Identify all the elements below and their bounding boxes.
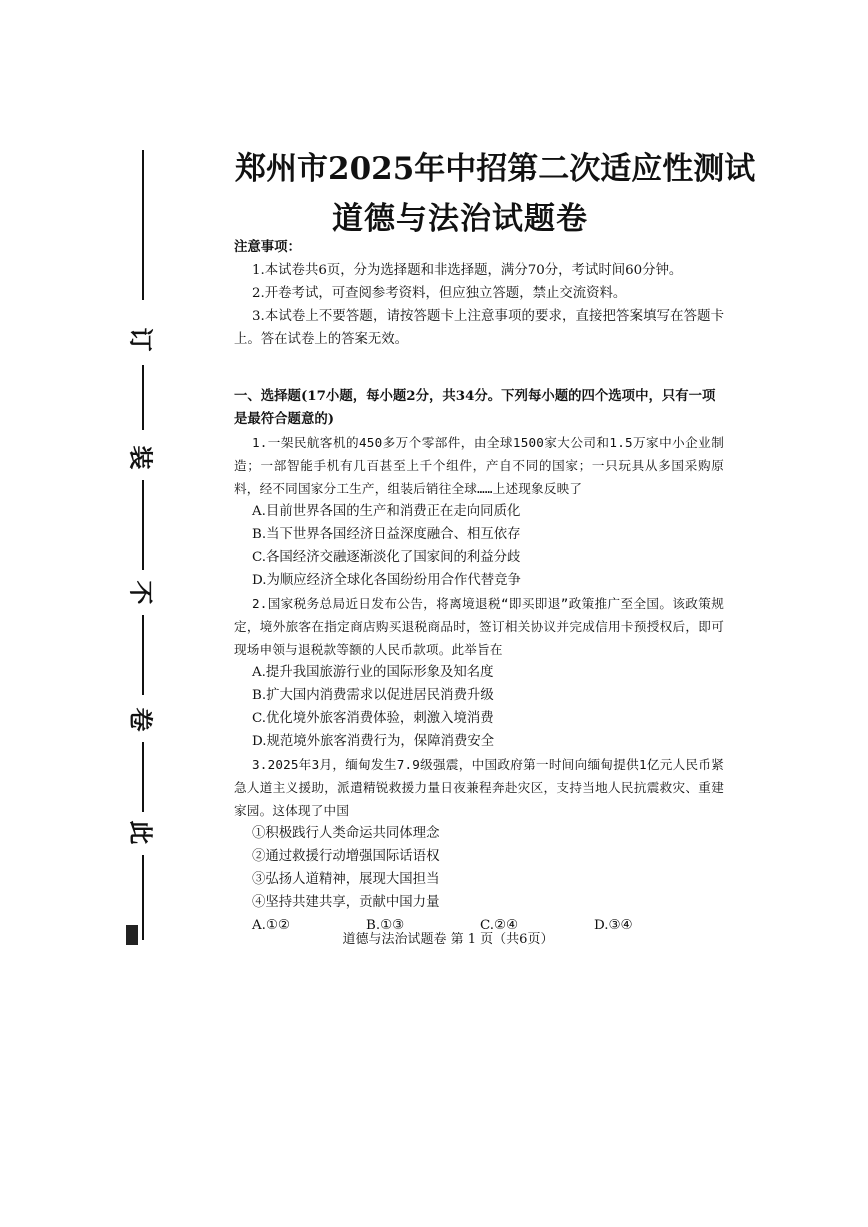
- binding-char-juan: 卷: [126, 707, 156, 732]
- exam-subject-title: 道德与法治试题卷: [332, 201, 588, 237]
- binding-char-ding: 订: [126, 327, 156, 352]
- question-3-choice-c: C.②④: [480, 918, 519, 933]
- question-2-option-b: B.扩大国内消费需求以促进居民消费升级: [252, 688, 494, 703]
- question-1-option-d: D.为顺应经济全球化各国纷纷用合作代替竞争: [252, 573, 521, 588]
- question-2-option-d: D.规范境外旅客消费行为，保障消费安全: [252, 734, 495, 749]
- notice-item-1: 1.本试卷共6页，分为选择题和非选择题，满分70分，考试时间60分钟。: [252, 263, 683, 278]
- binding-line-top: [142, 150, 144, 300]
- question-3-statement-4: ④坚持共建共享，贡献中国力量: [252, 895, 440, 910]
- question-3-choice-a: A.①②: [252, 918, 290, 933]
- section-heading: 一、选择题(17小题，每小题2分，共34分。下列每小题的四个选项中，只有一项是最符合题意的): [234, 388, 716, 427]
- question-2-option-a: A.提升我国旅游行业的国际形象及知名度: [252, 665, 494, 680]
- notice-heading: 注意事项：: [234, 239, 301, 255]
- question-1-stem: 1.一架民航客机的450多万个零部件，由全球1500家大公司和1.5万家中小企业制造；一部智能手机有几百甚至上千个组件，产自不同的国家；一只玩具从多国采购原料，经不同国家分工生产，组装后销往全球……上述现象反映了: [234, 435, 724, 496]
- binding-char-bu: 不: [126, 580, 156, 605]
- notice-item-3: 3.本试卷上不要答题，请按答题卡上注意事项的要求，直接把答案填写在答题卡上。答在试卷上的答案无效。: [234, 309, 724, 347]
- page-content: [234, 236, 724, 937]
- binding-line-seg1: [142, 365, 144, 430]
- question-3-choice-b: B.①③: [366, 918, 405, 933]
- page-footer: 道德与法治试题卷 第 1 页（共6页）: [342, 932, 554, 947]
- exam-title: 郑州市2025年中招第二次适应性测试: [235, 151, 756, 187]
- question-1-option-a: A.目前世界各国的生产和消费正在走向同质化: [252, 504, 521, 519]
- question-3-statement-3: ③弘扬人道精神，展现大国担当: [252, 872, 440, 887]
- question-1-option-b: B.当下世界各国经济日益深度融合、相互依存: [252, 527, 521, 542]
- binding-mark: [126, 925, 138, 945]
- question-3-stem: 3.2025年3月，缅甸发生7.9级强震，中国政府第一时间向缅甸提供1亿元人民币紧急人道主义援助，派遣精锐救援力量日夜兼程奔赴灾区，支持当地人民抗震救灾、重建家园。这体现了中国: [234, 757, 724, 818]
- question-1-option-c: C.各国经济交融逐渐淡化了国家间的利益分歧: [252, 550, 521, 565]
- binding-line-seg3: [142, 615, 144, 695]
- question-3-statement-2: ②通过救援行动增强国际话语权: [252, 849, 440, 864]
- question-2-stem: 2.国家税务总局近日发布公告，将离境退税“即买即退”政策推广至全国。该政策规定，境外旅客在指定商店购买退税商品时，签订相关协议并完成信用卡预授权后，即可现场申领与退税款等额的人民币款项。此举旨在: [234, 596, 724, 657]
- question-3-choice-d: D.③④: [594, 918, 633, 933]
- binding-strip: [128, 150, 162, 945]
- binding-char-zhuang: 装: [126, 445, 156, 470]
- notice-item-2: 2.开卷考试，可查阅参考资料，但应独立答题，禁止交流资料。: [252, 286, 627, 301]
- binding-line-bottom: [142, 855, 144, 940]
- binding-char-ci: 此: [126, 820, 156, 845]
- binding-line-seg2: [142, 480, 144, 570]
- question-2-option-c: C.优化境外旅客消费体验，刺激入境消费: [252, 711, 494, 726]
- question-3-statement-1: ①积极践行人类命运共同体理念: [252, 826, 440, 841]
- binding-line-seg4: [142, 742, 144, 812]
